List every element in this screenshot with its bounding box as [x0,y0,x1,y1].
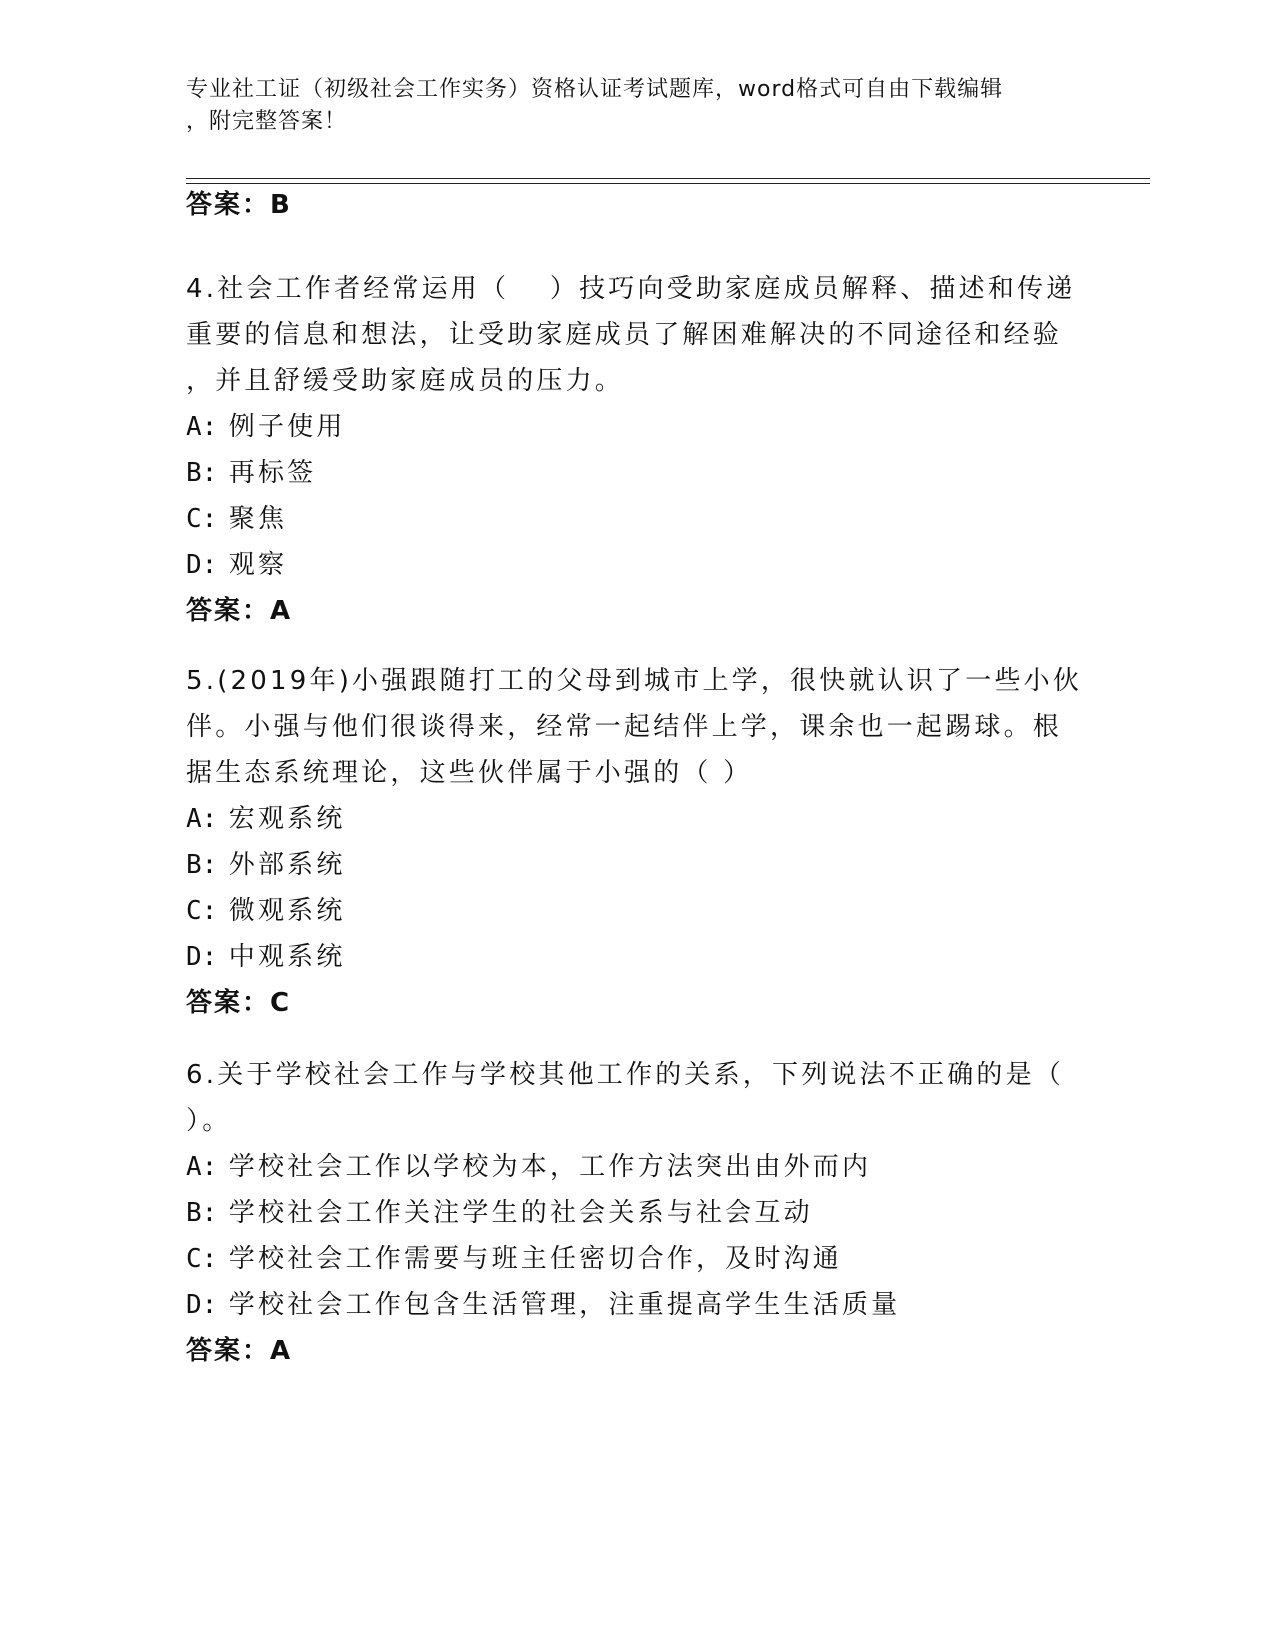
header-rule-top [186,178,1150,179]
question-6-line-2: ）。 [186,1106,232,1136]
question-4-option-b: B: 再标签 [186,458,317,488]
question-6-option-a: A: 学校社会工作以学校为本，工作方法突出由外而内 [186,1152,872,1182]
question-4-line-3: ，并且舒缓受助家庭成员的压力。 [186,366,625,396]
question-5-answer: 答案：C [186,988,292,1018]
question-5-option-d: D: 中观系统 [186,942,346,972]
question-5 [186,658,1082,1026]
question-5-line-3: 据生态系统理论，这些伙伴属于小强的（ ） [186,758,753,788]
previous-answer: 答案：B [186,190,292,220]
question-6-option-b: B: 学校社会工作关注学生的社会关系与社会互动 [186,1198,813,1228]
question-5-option-a: A: 宏观系统 [186,804,346,834]
question-4-line-2: 重要的信息和想法，让受助家庭成员了解困难解决的不同途径和经验 [186,320,1063,350]
question-5-option-b: B: 外部系统 [186,850,346,880]
question-4-option-a: A: 例子使用 [186,412,346,442]
question-6-answer: 答案：A [186,1336,293,1366]
question-5-line-1: 5.(2019年)小强跟随打工的父母到城市上学，很快就认识了一些小伙 [186,666,1083,696]
question-4 [186,266,1075,634]
header-line-1: 专业社工证（初级社会工作实务）资格认证考试题库，word格式可自由下载编辑 [186,77,1004,102]
question-6-line-1: 6.关于学校社会工作与学校其他工作的关系，下列说法不正确的是（ [186,1060,1065,1090]
previous-answer-block [186,182,292,228]
question-4-option-c: C: 聚焦 [186,504,288,534]
header-line-2: ，附完整答案！ [186,109,348,134]
header-rule-bottom [186,183,1150,184]
question-4-answer: 答案：A [186,596,293,626]
question-6-option-c: C: 学校社会工作需要与班主任密切合作，及时沟通 [186,1244,842,1274]
document-header [186,74,1086,138]
question-5-option-c: C: 微观系统 [186,896,346,926]
question-4-option-d: D: 观察 [186,550,288,580]
question-4-line-1: 4.社会工作者经常运用（ ）技巧向受助家庭成员解释、描述和传递 [186,274,1076,304]
question-6 [186,1052,1064,1374]
question-6-option-d: D: 学校社会工作包含生活管理，注重提高学生生活质量 [186,1290,901,1320]
question-5-line-2: 伴。小强与他们很谈得来，经常一起结伴上学，课余也一起踢球。根 [186,712,1063,742]
